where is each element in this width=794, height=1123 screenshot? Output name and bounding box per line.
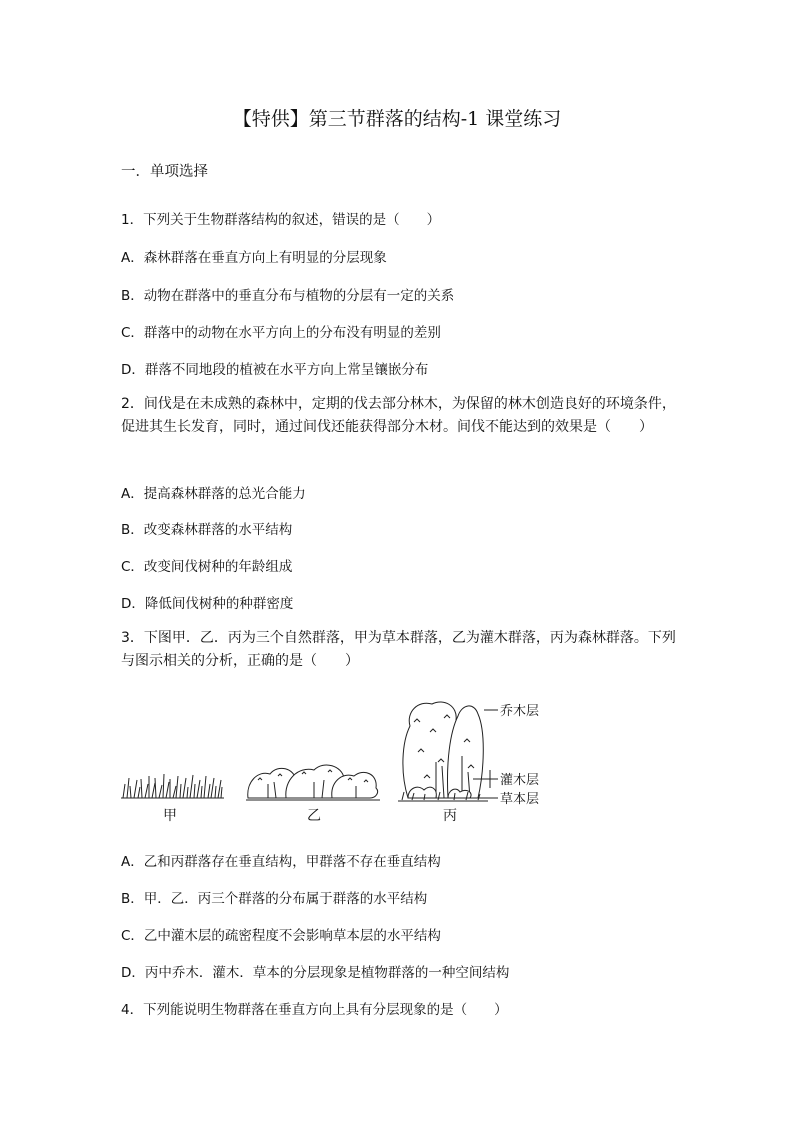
forest-community-illustration: [398, 702, 498, 801]
question-2-option-c: C．改变间伐树种的年龄组成: [121, 559, 293, 575]
page-title: 【特供】第三节群落的结构-1 课堂练习: [232, 108, 562, 130]
grass-community-illustration: [121, 774, 224, 798]
question-1-option-a: A．森林群落在垂直方向上有明显的分层现象: [121, 250, 387, 266]
tree-layer-label: 乔木层: [500, 704, 540, 719]
question-3-option-a: A．乙和丙群落存在垂直结构，甲群落不存在垂直结构: [121, 854, 441, 870]
herb-layer-label: 草本层: [500, 792, 540, 807]
shrub-community-illustration: [246, 765, 380, 800]
question-3-option-c: C．乙中灌木层的疏密程度不会影响草本层的水平结构: [121, 928, 441, 944]
question-1-option-d: D．群落不同地段的植被在水平方向上常呈镶嵌分布: [121, 362, 429, 378]
question-3-option-d: D．丙中乔木．灌木．草本的分层现象是植物群落的一种空间结构: [121, 965, 510, 981]
question-1-option-b: B．动物在群落中的垂直分布与植物的分层有一定的关系: [121, 288, 455, 304]
question-1-option-c: C．群落中的动物在水平方向上的分布没有明显的差别: [121, 325, 441, 341]
question-3-stem: 3．下图甲．乙．丙为三个自然群落，甲为草本群落，乙为灌木群落，丙为森林群落。下列与图示相关的分析，正确的是（ ）: [121, 630, 676, 669]
question-2-option-a: A．提高森林群落的总光合能力: [121, 486, 306, 502]
question-2-option-b: B．改变森林群落的水平结构: [121, 522, 293, 538]
question-2-stem: 2．间伐是在未成熟的森林中，定期的伐去部分林木，为保留的林木创造良好的环境条件，促进其生长发育，同时，通过间伐还能获得部分木材。间伐不能达到的效果是（ ）: [121, 396, 676, 435]
question-3-option-b: B．甲．乙．丙三个群落的分布属于群落的水平结构: [121, 891, 428, 907]
community-structure-figure: [118, 692, 558, 827]
question-2-option-d: D．降低间伐树种的种群密度: [121, 596, 294, 612]
figure-label-yi: 乙: [307, 808, 321, 824]
section-heading: 一．单项选择: [121, 164, 208, 180]
figure-label-bing: 丙: [443, 808, 457, 824]
shrub-layer-label: 灌木层: [500, 773, 540, 788]
question-4-stem: 4．下列能说明生物群落在垂直方向上具有分层现象的是（ ）: [121, 1002, 508, 1018]
figure-label-jia: 甲: [163, 808, 177, 824]
question-1-stem: 1．下列关于生物群落结构的叙述，错误的是（ ）: [121, 212, 441, 228]
